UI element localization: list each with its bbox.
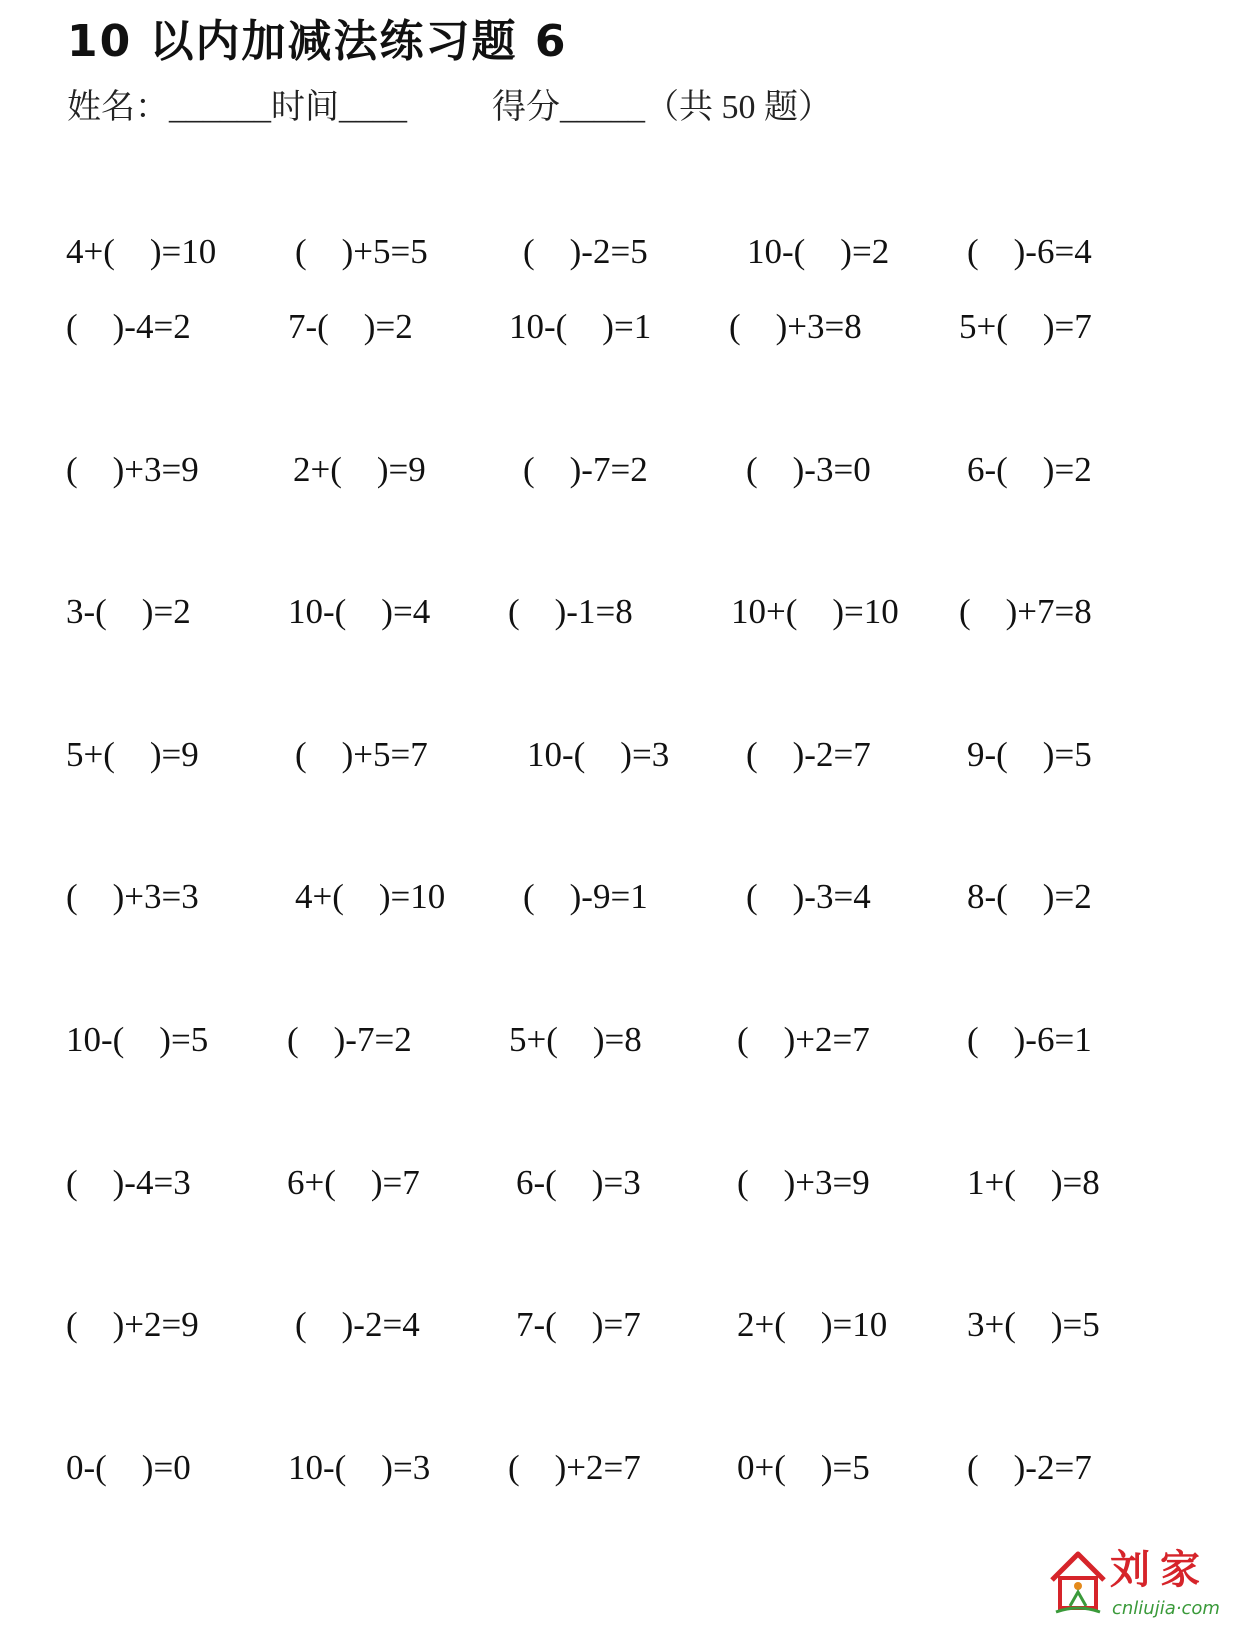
problem-item: 0+( )=5 [737, 1448, 870, 1487]
problem-row [0, 1443, 1249, 1493]
problem-item: ( )-3=0 [746, 450, 871, 489]
problem-item: ( )-7=2 [287, 1020, 412, 1059]
logo-url: cnliujia·com [1112, 1598, 1220, 1619]
problem-item: 10-( )=5 [66, 1020, 209, 1059]
problem-item: 4+( )=10 [295, 877, 446, 916]
problem-item: ( )-9=1 [523, 877, 648, 916]
problem-row [0, 1158, 1249, 1208]
problem-item: ( )+5=5 [295, 232, 428, 271]
problem-item: 5+( )=8 [509, 1020, 642, 1059]
problem-item: 6-( )=2 [967, 450, 1092, 489]
problem-item: ( )-4=2 [66, 307, 191, 346]
score-label: 得分 [492, 89, 560, 126]
problem-item: ( )+3=8 [729, 307, 862, 346]
problem-item: ( )+3=3 [66, 877, 199, 916]
problem-item: 5+( )=7 [959, 307, 1092, 346]
problem-item: 7-( )=2 [288, 307, 413, 346]
problem-row [0, 730, 1249, 780]
problem-item: ( )+2=7 [737, 1020, 870, 1059]
problem-item: 5+( )=9 [66, 735, 199, 774]
problem-item: ( )+2=9 [66, 1305, 199, 1344]
problem-item: 9-( )=5 [967, 735, 1092, 774]
problem-item: ( )-7=2 [523, 450, 648, 489]
problem-row [0, 445, 1249, 495]
problem-item: 3-( )=2 [66, 592, 191, 631]
problem-item: 0-( )=0 [66, 1448, 191, 1487]
page-title: 10 以内加减法练习题 6 [67, 16, 568, 67]
problem-item: 6-( )=3 [516, 1163, 641, 1202]
problem-item: ( )-2=7 [746, 735, 871, 774]
house-icon [1048, 1548, 1108, 1618]
problem-item: ( )+2=7 [508, 1448, 641, 1487]
problem-item: 3+( )=5 [967, 1305, 1100, 1344]
name-blank: ______ [169, 89, 271, 126]
problem-item: ( )-2=7 [967, 1448, 1092, 1487]
time-blank: ____ [339, 89, 407, 126]
problem-item: 10-( )=3 [288, 1448, 431, 1487]
problem-item: ( )-6=1 [967, 1020, 1092, 1059]
problem-item: 7-( )=7 [516, 1305, 641, 1344]
problem-item: 10+( )=10 [731, 592, 899, 631]
name-label: 姓名： [67, 89, 169, 126]
problem-item: ( )+3=9 [66, 450, 199, 489]
problem-item: 10-( )=2 [747, 232, 890, 271]
problem-item: 4+( )=10 [66, 232, 217, 271]
problem-row [0, 1300, 1249, 1350]
logo-text: 刘家 [1110, 1546, 1210, 1593]
problem-row [0, 227, 1249, 277]
problem-row [0, 1015, 1249, 1065]
problem-row [0, 872, 1249, 922]
time-label: 时间 [271, 89, 339, 126]
problem-item: ( )+5=7 [295, 735, 428, 774]
problem-item: ( )-3=4 [746, 877, 871, 916]
problem-item: 6+( )=7 [287, 1163, 420, 1202]
problem-row [0, 587, 1249, 637]
total-note: （共 50 题） [645, 89, 832, 126]
problem-row [0, 302, 1249, 352]
problem-item: 2+( )=10 [737, 1305, 888, 1344]
student-info-line [67, 88, 832, 129]
problem-item: ( )-2=4 [295, 1305, 420, 1344]
problem-item: ( )+3=9 [737, 1163, 870, 1202]
problem-item: 8-( )=2 [967, 877, 1092, 916]
problem-item: 10-( )=1 [509, 307, 652, 346]
problem-item: ( )-6=4 [967, 232, 1092, 271]
problem-item: 1+( )=8 [967, 1163, 1100, 1202]
problem-item: ( )-2=5 [523, 232, 648, 271]
site-logo [1048, 1548, 1244, 1632]
problem-item: 10-( )=4 [288, 592, 431, 631]
problem-item: ( )-1=8 [508, 592, 633, 631]
score-blank: _____ [560, 89, 645, 126]
problem-item: 2+( )=9 [293, 450, 426, 489]
problem-item: ( )+7=8 [959, 592, 1092, 631]
problem-item: 10-( )=3 [527, 735, 670, 774]
problem-item: ( )-4=3 [66, 1163, 191, 1202]
